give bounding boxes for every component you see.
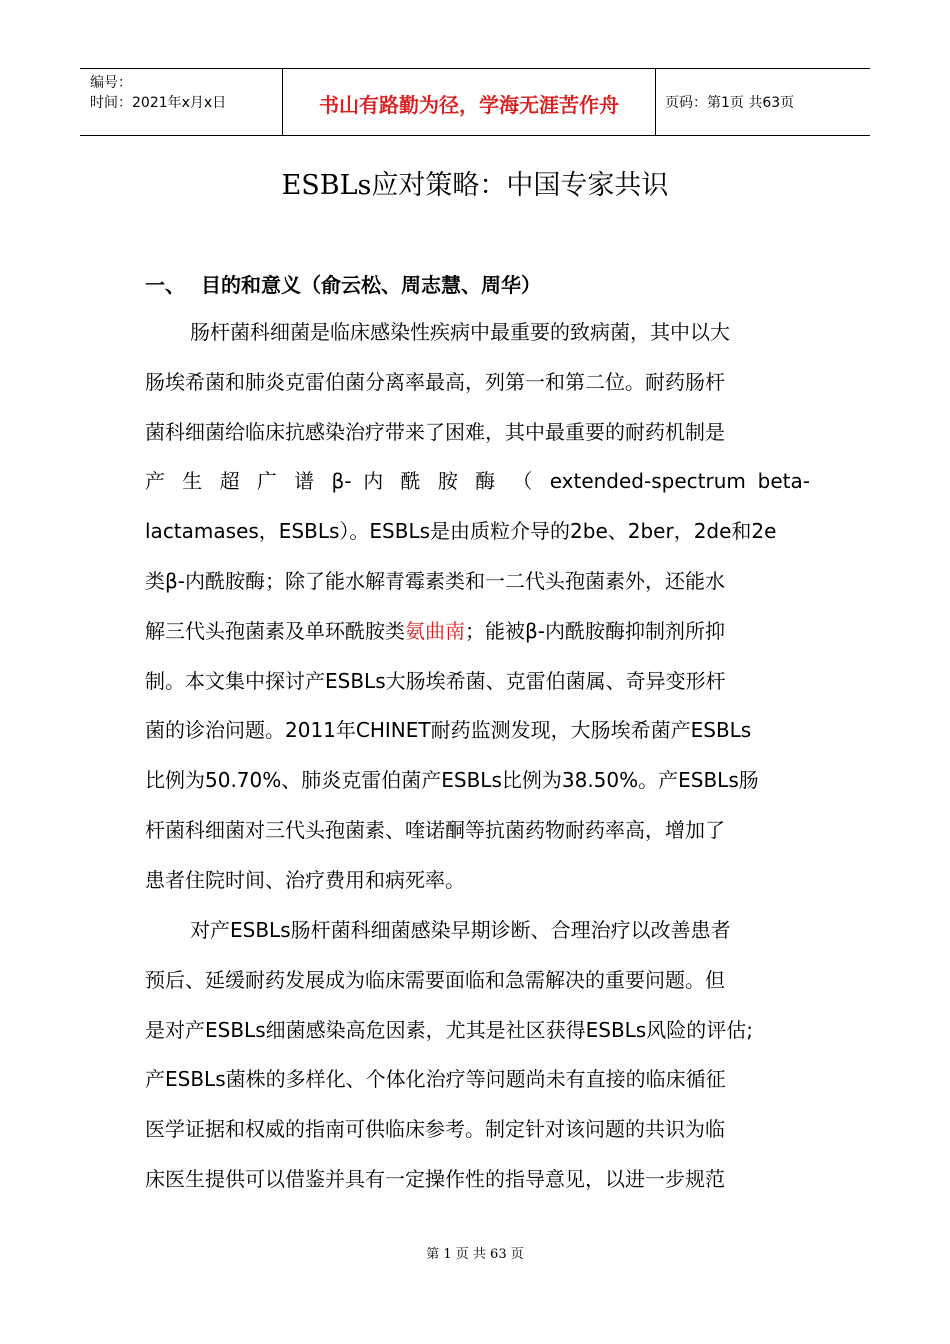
header-motto: 书山有路勤为径，学海无涯苦作舟 xyxy=(282,69,656,135)
paragraph-line: 对产ESBLs肠杆菌科细菌感染早期诊断、合理治疗以改善患者 xyxy=(190,918,731,942)
header-page-info: 页码：第1页 共63页 xyxy=(665,95,795,111)
paragraph-text: ；能被β-内酰胺酶抑制剂所抑 xyxy=(465,618,725,643)
page-footer: 第 1 页 共 63 页 xyxy=(426,1247,524,1262)
highlighted-term: 氨曲南 xyxy=(405,618,465,643)
paragraph-line: 产ESBLs菌株的多样化、个体化治疗等问题尚未有直接的临床循征 xyxy=(145,1067,726,1092)
document-title: ESBLs应对策略：中国专家共识 xyxy=(281,170,669,201)
paragraph-line: 比例为50.70%、肺炎克雷伯菌产ESBLs比例为38.50%。产ESBLs肠 xyxy=(145,768,759,793)
section-title: 目的和意义（俞云松、周志慧、周华） xyxy=(201,273,541,297)
paragraph-line: 肠杆菌科细菌是临床感染性疾病中最重要的致病菌，其中以大 xyxy=(190,320,730,344)
header-meta xyxy=(80,69,282,135)
paragraph-line: 产 生 超 广 谱 β- 内 酰 胺 酶 （ extended-spectrum beta- xyxy=(145,469,810,494)
paragraph-line: 菌的诊治问题。2011年CHINET耐药监测发现，大肠埃希菌产ESBLs xyxy=(145,718,752,743)
paragraph-1 xyxy=(145,308,810,906)
document-number-label: 编号： xyxy=(90,75,132,91)
paragraph-line: lactamases，ESBLs）。ESBLs是由质粒介导的2be、2ber，2de和2e xyxy=(145,519,777,544)
page-header xyxy=(80,68,870,136)
paragraph-line xyxy=(145,607,810,657)
section-number: 一、 xyxy=(145,273,185,297)
paragraph-2 xyxy=(145,906,810,1205)
section-heading xyxy=(145,270,541,300)
paragraph-line: 医学证据和权威的指南可供临床参考。制定针对该问题的共识为临 xyxy=(145,1117,725,1142)
paragraph-line: 杆菌科细菌对三代头孢菌素、喹诺酮等抗菌药物耐药率高，增加了 xyxy=(145,817,725,842)
paragraph-line: 预后、延缓耐药发展成为临床需要面临和急需解决的重要问题。但 xyxy=(145,967,725,992)
document-date: 时间：2021年x月x日 xyxy=(90,95,227,111)
paragraph-line: 是对产ESBLs细菌感染高危因素，尤其是社区获得ESBLs风险的评估; xyxy=(145,1017,753,1042)
paragraph-line: 类β-内酰胺酶；除了能水解青霉素类和一二代头孢菌素外，还能水 xyxy=(145,568,725,593)
paragraph-line: 制。本文集中探讨产ESBLs大肠埃希菌、克雷伯菌属、奇异变形杆 xyxy=(145,668,726,693)
paragraph-line: 菌科细菌给临床抗感染治疗带来了困难，其中最重要的耐药机制是 xyxy=(145,419,725,444)
paragraph-text: 解三代头孢菌素及单环酰胺类 xyxy=(145,618,405,643)
paragraph-line: 肠埃希菌和肺炎克雷伯菌分离率最高，列第一和第二位。耐药肠杆 xyxy=(145,369,725,394)
paragraph-line: 床医生提供可以借鉴并具有一定操作性的指导意见，以进一步规范 xyxy=(145,1166,725,1191)
paragraph-line: 患者住院时间、治疗费用和病死率。 xyxy=(145,867,465,892)
